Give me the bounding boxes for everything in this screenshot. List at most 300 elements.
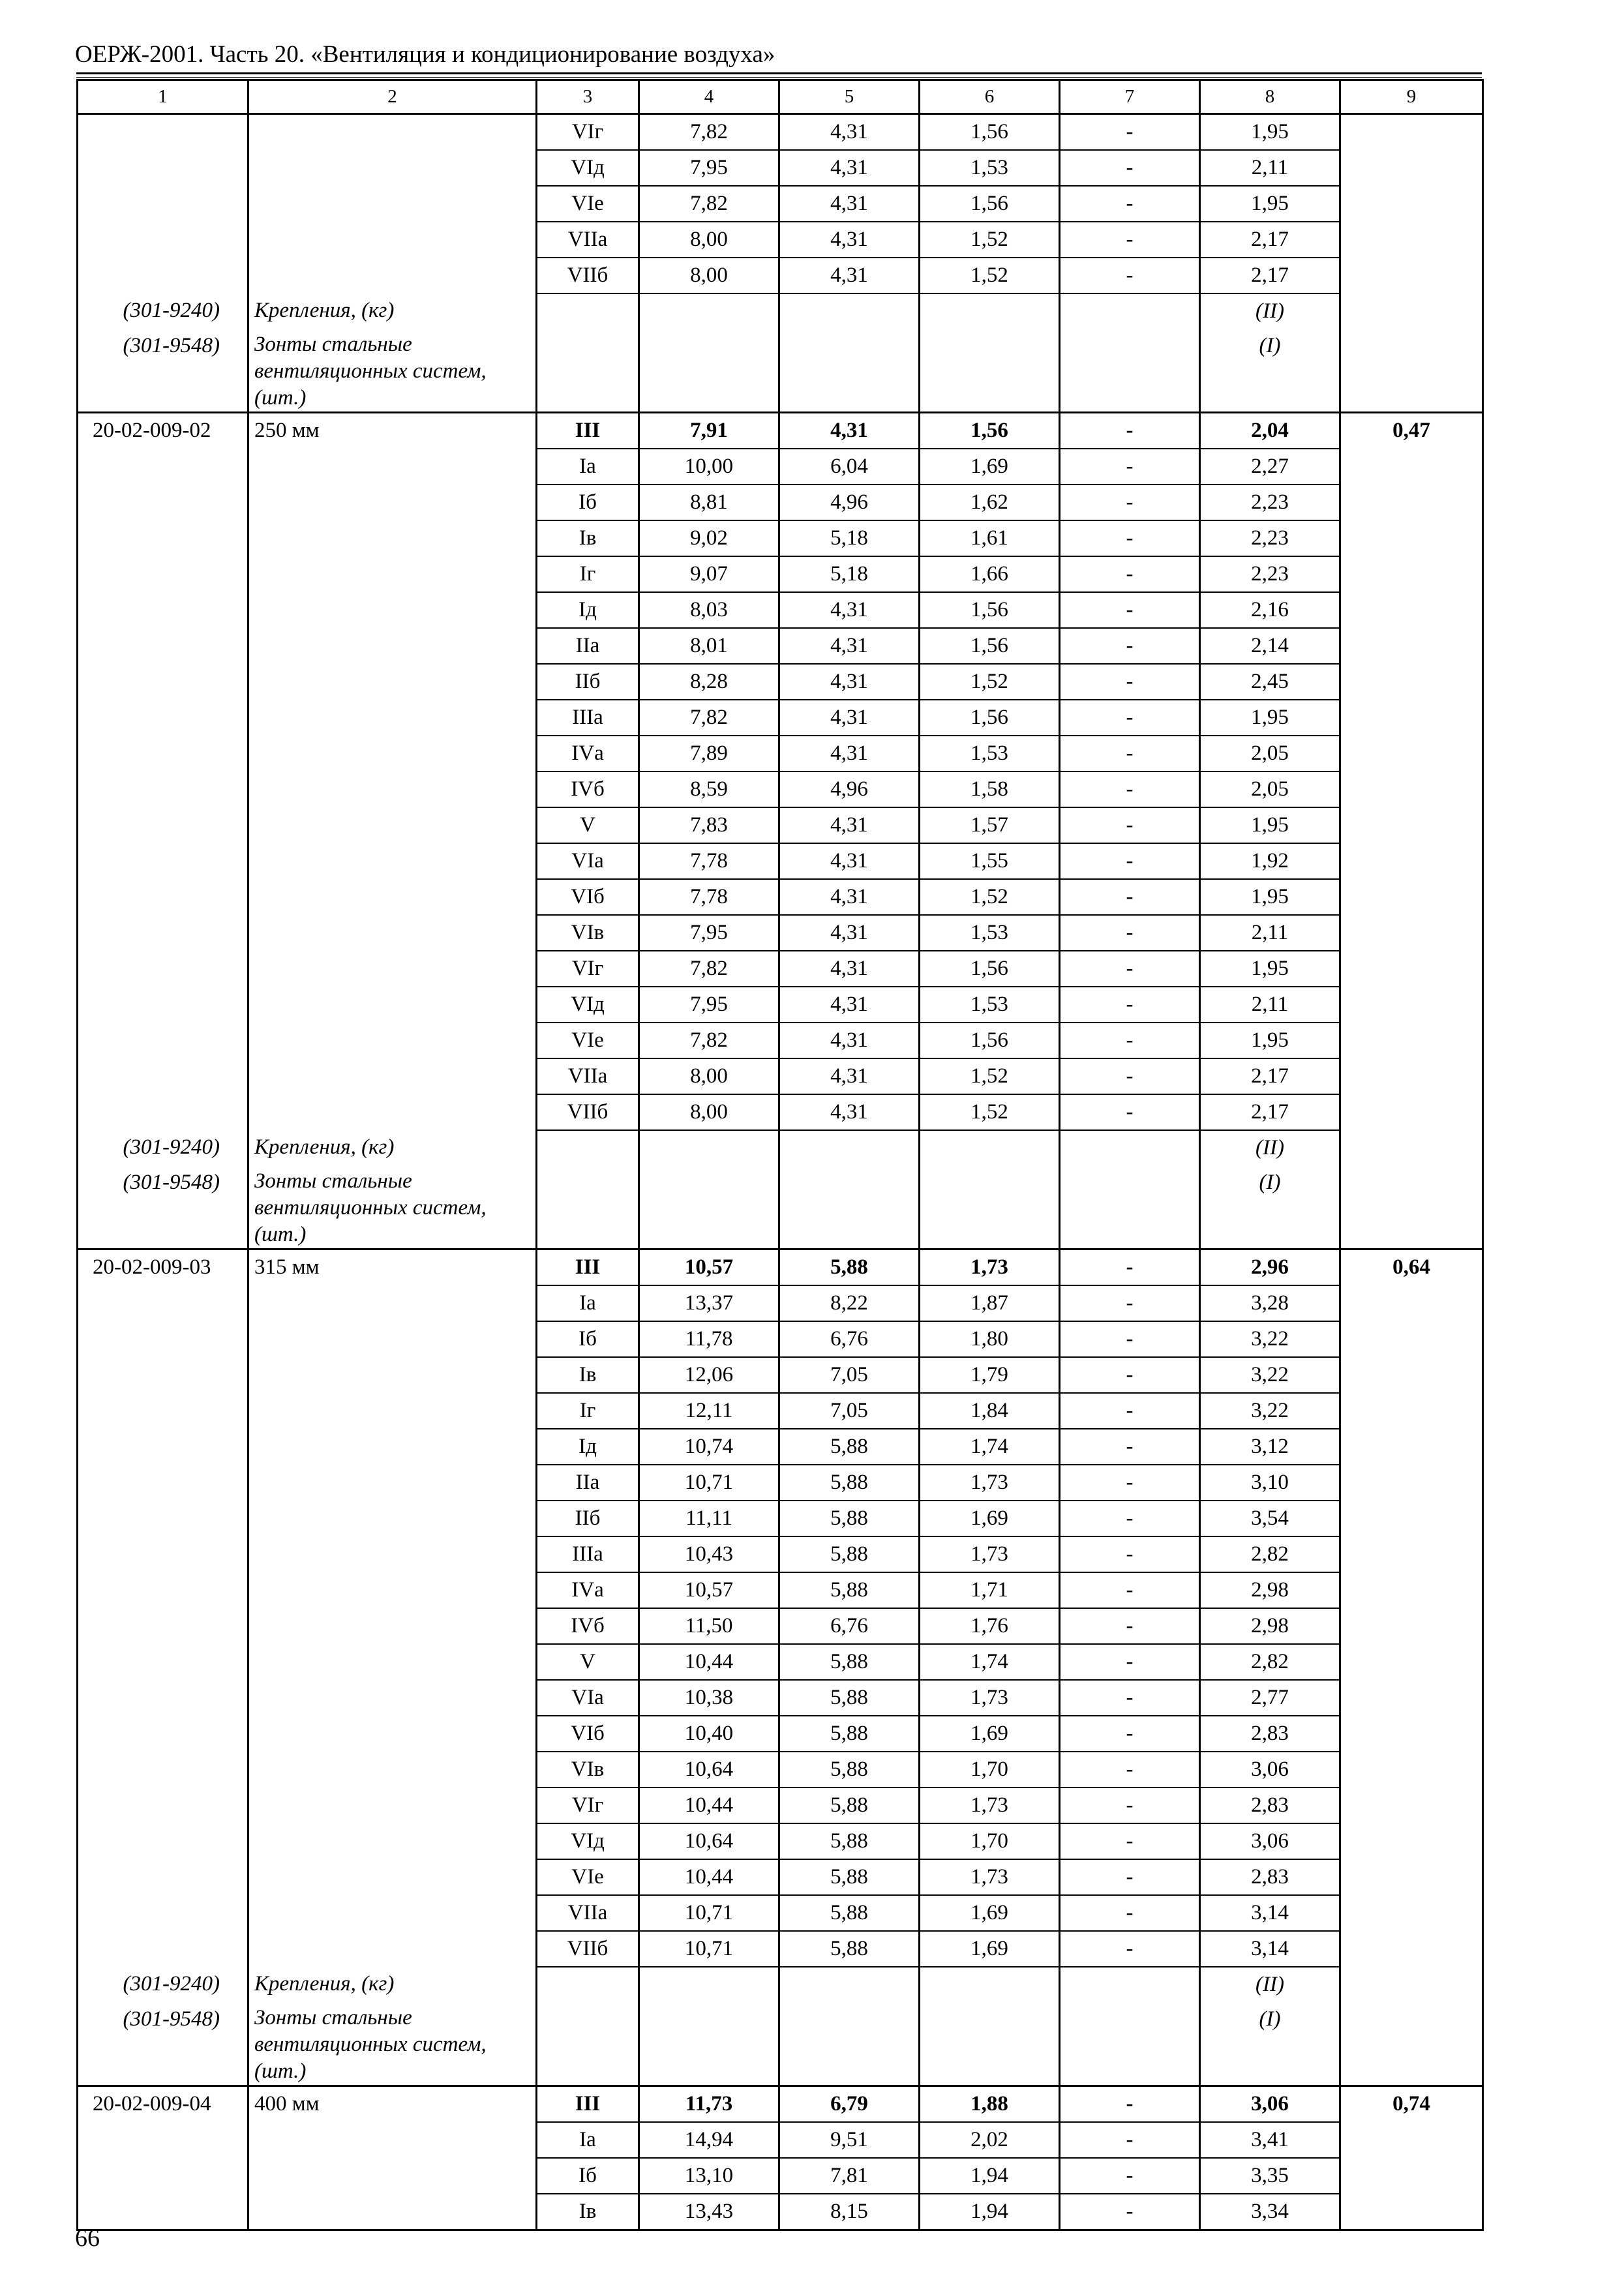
- empty-cell: [248, 843, 537, 879]
- rate-name: 315 мм: [248, 1249, 537, 1286]
- total-cost: 10,00: [639, 449, 779, 485]
- empty-cell: [78, 449, 248, 485]
- driver-wages: -: [1060, 1393, 1200, 1429]
- resource-name: Зонты стальные вентиляционных систем, (шт.): [248, 329, 537, 413]
- driver-wages: -: [1060, 1644, 1200, 1680]
- table-row: [78, 771, 1483, 807]
- total-cost: 10,44: [639, 1859, 779, 1895]
- machine-cost: 1,52: [920, 258, 1060, 293]
- region-zone: IVа: [537, 736, 639, 771]
- labor-wages: 6,04: [779, 449, 920, 485]
- table-row: [78, 1967, 1483, 2002]
- header-rule-thin: [76, 77, 1482, 78]
- driver-wages: -: [1060, 1680, 1200, 1716]
- empty-cell: [248, 1823, 537, 1859]
- column-header: 9: [1340, 80, 1483, 114]
- empty-cell: [1340, 843, 1483, 879]
- labor-wages: 6,76: [779, 1608, 920, 1644]
- materials-cost: 1,95: [1200, 700, 1340, 736]
- empty-cell: [1340, 293, 1483, 329]
- labor-wages: 4,96: [779, 485, 920, 520]
- table-row: [78, 1752, 1483, 1788]
- total-cost: 10,40: [639, 1716, 779, 1752]
- empty-cell: [920, 2002, 1060, 2086]
- resource-code: (301-9548): [78, 1165, 248, 1249]
- region-zone: VIг: [537, 114, 639, 151]
- empty-cell: [78, 222, 248, 258]
- region-zone: IVб: [537, 771, 639, 807]
- empty-cell: [1340, 987, 1483, 1023]
- table-row: [78, 1357, 1483, 1393]
- materials-cost: 2,17: [1200, 1058, 1340, 1094]
- driver-wages: -: [1060, 520, 1200, 556]
- labor-wages: 5,88: [779, 1680, 920, 1716]
- empty-cell: [78, 1429, 248, 1465]
- total-cost: 10,71: [639, 1931, 779, 1967]
- empty-cell: [1340, 1058, 1483, 1094]
- driver-wages: -: [1060, 1465, 1200, 1501]
- labor-wages: 5,88: [779, 1752, 920, 1788]
- empty-cell: [248, 150, 537, 186]
- materials-cost: 2,77: [1200, 1680, 1340, 1716]
- materials-cost: 3,22: [1200, 1321, 1340, 1357]
- materials-cost: 3,14: [1200, 1895, 1340, 1931]
- empty-cell: [639, 1967, 779, 2002]
- empty-cell: [248, 2122, 537, 2158]
- empty-cell: [537, 1967, 639, 2002]
- table-row: [78, 843, 1483, 879]
- empty-cell: [1340, 449, 1483, 485]
- materials-cost: 3,22: [1200, 1393, 1340, 1429]
- empty-cell: [537, 329, 639, 413]
- driver-wages: -: [1060, 807, 1200, 843]
- total-cost: 10,38: [639, 1680, 779, 1716]
- table-row: [78, 1321, 1483, 1357]
- total-cost: 10,57: [639, 1249, 779, 1286]
- empty-cell: [639, 293, 779, 329]
- total-cost: 7,82: [639, 700, 779, 736]
- materials-cost: 2,23: [1200, 556, 1340, 592]
- rate-code: 20-02-009-04: [78, 2086, 248, 2123]
- empty-cell: [248, 1357, 537, 1393]
- labor-wages: 4,31: [779, 258, 920, 293]
- region-zone: IVб: [537, 1608, 639, 1644]
- empty-cell: [1340, 1536, 1483, 1572]
- table-row: [78, 628, 1483, 664]
- total-cost: 13,37: [639, 1285, 779, 1321]
- empty-cell: [78, 843, 248, 879]
- empty-cell: [78, 556, 248, 592]
- empty-cell: [1340, 1788, 1483, 1823]
- labor-wages: 5,88: [779, 1572, 920, 1608]
- total-cost: 8,28: [639, 664, 779, 700]
- empty-cell: [1340, 1823, 1483, 1859]
- driver-wages: -: [1060, 1716, 1200, 1752]
- machine-cost: 1,61: [920, 520, 1060, 556]
- empty-cell: [78, 915, 248, 951]
- total-cost: 8,00: [639, 222, 779, 258]
- materials-cost: 2,83: [1200, 1716, 1340, 1752]
- driver-wages: -: [1060, 556, 1200, 592]
- column-header: 1: [78, 80, 248, 114]
- empty-cell: [1060, 2002, 1200, 2086]
- table-row: [78, 1249, 1483, 1286]
- driver-wages: -: [1060, 1788, 1200, 1823]
- region-zone: Iб: [537, 485, 639, 520]
- total-cost: 7,78: [639, 843, 779, 879]
- driver-wages: -: [1060, 987, 1200, 1023]
- materials-cost: 2,82: [1200, 1644, 1340, 1680]
- empty-cell: [248, 2194, 537, 2230]
- materials-cost: 3,06: [1200, 1752, 1340, 1788]
- materials-cost: 1,95: [1200, 114, 1340, 151]
- machine-cost: 1,62: [920, 485, 1060, 520]
- driver-wages: -: [1060, 222, 1200, 258]
- empty-cell: [78, 520, 248, 556]
- empty-cell: [248, 664, 537, 700]
- total-cost: 7,78: [639, 879, 779, 915]
- labor-wages: 4,31: [779, 915, 920, 951]
- region-zone: VIб: [537, 879, 639, 915]
- labor-wages: 6,76: [779, 1321, 920, 1357]
- empty-cell: [248, 222, 537, 258]
- materials-cost: 2,23: [1200, 520, 1340, 556]
- table-row: [78, 222, 1483, 258]
- empty-cell: [248, 1321, 537, 1357]
- empty-cell: [248, 258, 537, 293]
- empty-cell: [78, 1058, 248, 1094]
- column-header: 5: [779, 80, 920, 114]
- resource-code: (301-9548): [78, 329, 248, 413]
- empty-cell: [78, 1023, 248, 1058]
- table-row: [78, 556, 1483, 592]
- total-cost: 13,10: [639, 2158, 779, 2194]
- empty-cell: [1340, 736, 1483, 771]
- empty-cell: [1340, 1608, 1483, 1644]
- resource-name: Крепления, (кг): [248, 1967, 537, 2002]
- materials-cost: 1,95: [1200, 1023, 1340, 1058]
- empty-cell: [248, 1536, 537, 1572]
- machine-cost: 1,52: [920, 1094, 1060, 1130]
- table-row: [78, 1644, 1483, 1680]
- driver-wages: -: [1060, 1094, 1200, 1130]
- driver-wages: -: [1060, 1429, 1200, 1465]
- region-zone: IIIа: [537, 700, 639, 736]
- table-row: [78, 293, 1483, 329]
- empty-cell: [248, 1501, 537, 1536]
- empty-cell: [248, 1393, 537, 1429]
- empty-cell: [78, 1536, 248, 1572]
- total-cost: 10,43: [639, 1536, 779, 1572]
- empty-cell: [1340, 951, 1483, 987]
- labor-wages: 4,31: [779, 843, 920, 879]
- total-cost: 8,01: [639, 628, 779, 664]
- materials-cost: 2,83: [1200, 1788, 1340, 1823]
- driver-wages: -: [1060, 413, 1200, 449]
- empty-cell: [779, 1130, 920, 1165]
- labor-hours: 0,74: [1340, 2086, 1483, 2123]
- labor-wages: 4,31: [779, 114, 920, 151]
- labor-wages: 8,22: [779, 1285, 920, 1321]
- table-row: [78, 879, 1483, 915]
- empty-cell: [248, 628, 537, 664]
- empty-cell: [1060, 329, 1200, 413]
- empty-cell: [920, 1165, 1060, 1249]
- materials-cost: 1,92: [1200, 843, 1340, 879]
- empty-cell: [248, 1429, 537, 1465]
- machine-cost: 1,70: [920, 1752, 1060, 1788]
- driver-wages: -: [1060, 1859, 1200, 1895]
- empty-cell: [78, 1716, 248, 1752]
- empty-cell: [1340, 1357, 1483, 1393]
- empty-cell: [78, 1094, 248, 1130]
- materials-cost: 3,06: [1200, 1823, 1340, 1859]
- empty-cell: [639, 2002, 779, 2086]
- empty-cell: [248, 1572, 537, 1608]
- driver-wages: -: [1060, 485, 1200, 520]
- driver-wages: -: [1060, 736, 1200, 771]
- machine-cost: 1,84: [920, 1393, 1060, 1429]
- region-zone: VIд: [537, 150, 639, 186]
- empty-cell: [1060, 1967, 1200, 2002]
- empty-cell: [78, 1357, 248, 1393]
- empty-cell: [1060, 1165, 1200, 1249]
- table-row: [78, 186, 1483, 222]
- materials-cost: 2,98: [1200, 1608, 1340, 1644]
- column-header: 3: [537, 80, 639, 114]
- region-zone: VIг: [537, 1788, 639, 1823]
- empty-cell: [1340, 2002, 1483, 2086]
- table-row: [78, 987, 1483, 1023]
- driver-wages: -: [1060, 1321, 1200, 1357]
- empty-cell: [639, 329, 779, 413]
- materials-cost: 3,12: [1200, 1429, 1340, 1465]
- empty-cell: [248, 520, 537, 556]
- region-zone: Iг: [537, 556, 639, 592]
- header-rule: [76, 72, 1482, 74]
- driver-wages: -: [1060, 1823, 1200, 1859]
- empty-cell: [1340, 807, 1483, 843]
- region-zone: VIб: [537, 1716, 639, 1752]
- table-row: [78, 520, 1483, 556]
- labor-wages: 5,88: [779, 1823, 920, 1859]
- empty-cell: [78, 1859, 248, 1895]
- empty-cell: [248, 915, 537, 951]
- empty-cell: [78, 186, 248, 222]
- rate-code: 20-02-009-02: [78, 413, 248, 449]
- empty-cell: [1340, 1644, 1483, 1680]
- region-zone: Iа: [537, 2122, 639, 2158]
- table-row: [78, 807, 1483, 843]
- empty-cell: [1340, 1680, 1483, 1716]
- empty-cell: [78, 1285, 248, 1321]
- empty-cell: [1340, 1895, 1483, 1931]
- empty-cell: [1340, 1931, 1483, 1967]
- materials-cost: 3,34: [1200, 2194, 1340, 2230]
- materials-cost: 2,17: [1200, 258, 1340, 293]
- materials-cost: 2,23: [1200, 485, 1340, 520]
- empty-cell: [779, 2002, 920, 2086]
- region-zone: VIIа: [537, 1895, 639, 1931]
- total-cost: 7,91: [639, 413, 779, 449]
- empty-cell: [78, 1393, 248, 1429]
- total-cost: 10,44: [639, 1644, 779, 1680]
- total-cost: 10,74: [639, 1429, 779, 1465]
- region-zone: VIа: [537, 843, 639, 879]
- labor-wages: 5,88: [779, 1716, 920, 1752]
- total-cost: 7,89: [639, 736, 779, 771]
- labor-wages: 5,88: [779, 1644, 920, 1680]
- table-row: [78, 1094, 1483, 1130]
- empty-cell: [78, 2194, 248, 2230]
- region-zone: Iб: [537, 2158, 639, 2194]
- empty-cell: [920, 1967, 1060, 2002]
- table-row: [78, 2122, 1483, 2158]
- resource-name: Крепления, (кг): [248, 293, 537, 329]
- table-row: [78, 1788, 1483, 1823]
- labor-wages: 6,79: [779, 2086, 920, 2123]
- empty-cell: [248, 592, 537, 628]
- empty-cell: [1340, 1572, 1483, 1608]
- region-zone: IIа: [537, 1465, 639, 1501]
- empty-cell: [1340, 1859, 1483, 1895]
- empty-cell: [78, 1680, 248, 1716]
- empty-cell: [1340, 1752, 1483, 1788]
- driver-wages: -: [1060, 843, 1200, 879]
- table-row: [78, 1572, 1483, 1608]
- table-row: [78, 1501, 1483, 1536]
- region-zone: VIв: [537, 1752, 639, 1788]
- table-row: [78, 915, 1483, 951]
- driver-wages: -: [1060, 114, 1200, 151]
- total-cost: 7,82: [639, 114, 779, 151]
- total-cost: 11,78: [639, 1321, 779, 1357]
- driver-wages: -: [1060, 258, 1200, 293]
- total-cost: 7,82: [639, 186, 779, 222]
- empty-cell: [248, 879, 537, 915]
- machine-cost: 1,69: [920, 449, 1060, 485]
- materials-cost: 2,11: [1200, 915, 1340, 951]
- driver-wages: -: [1060, 1608, 1200, 1644]
- driver-wages: -: [1060, 700, 1200, 736]
- labor-hours: 0,47: [1340, 413, 1483, 449]
- empty-cell: [1340, 1967, 1483, 2002]
- empty-cell: [1340, 879, 1483, 915]
- region-zone: Iг: [537, 1393, 639, 1429]
- region-zone: V: [537, 1644, 639, 1680]
- labor-wages: 4,31: [779, 150, 920, 186]
- empty-cell: [78, 736, 248, 771]
- empty-cell: [1340, 592, 1483, 628]
- page-number: 66: [75, 2224, 100, 2252]
- labor-wages: 4,31: [779, 592, 920, 628]
- labor-wages: 5,88: [779, 1249, 920, 1286]
- driver-wages: -: [1060, 915, 1200, 951]
- table-row: [78, 736, 1483, 771]
- empty-cell: [78, 1501, 248, 1536]
- driver-wages: -: [1060, 1572, 1200, 1608]
- table-row: [78, 1608, 1483, 1644]
- empty-cell: [78, 987, 248, 1023]
- labor-wages: 5,88: [779, 1931, 920, 1967]
- empty-cell: [248, 987, 537, 1023]
- total-cost: 11,73: [639, 2086, 779, 2123]
- table-row: [78, 1859, 1483, 1895]
- machine-cost: 1,73: [920, 1249, 1060, 1286]
- machine-cost: 1,94: [920, 2194, 1060, 2230]
- empty-cell: [1340, 2194, 1483, 2230]
- labor-wages: 5,88: [779, 1788, 920, 1823]
- empty-cell: [1060, 293, 1200, 329]
- materials-cost: 2,82: [1200, 1536, 1340, 1572]
- empty-cell: [920, 1130, 1060, 1165]
- empty-cell: [78, 628, 248, 664]
- empty-cell: [248, 736, 537, 771]
- machine-cost: 1,71: [920, 1572, 1060, 1608]
- labor-wages: 8,15: [779, 2194, 920, 2230]
- labor-wages: 9,51: [779, 2122, 920, 2158]
- total-cost: 14,94: [639, 2122, 779, 2158]
- empty-cell: [248, 1859, 537, 1895]
- total-cost: 8,00: [639, 1094, 779, 1130]
- empty-cell: [78, 1608, 248, 1644]
- region-zone: Iд: [537, 1429, 639, 1465]
- driver-wages: -: [1060, 186, 1200, 222]
- driver-wages: -: [1060, 1058, 1200, 1094]
- region-zone: IIб: [537, 1501, 639, 1536]
- region-zone: VIг: [537, 951, 639, 987]
- total-cost: 8,00: [639, 258, 779, 293]
- region-zone: VIв: [537, 915, 639, 951]
- empty-cell: [78, 150, 248, 186]
- table-row: [78, 1058, 1483, 1094]
- region-zone: IIа: [537, 628, 639, 664]
- empty-cell: [248, 700, 537, 736]
- empty-cell: [1340, 2122, 1483, 2158]
- machine-cost: 1,73: [920, 1788, 1060, 1823]
- labor-wages: 5,88: [779, 1859, 920, 1895]
- note-mark: (II): [1200, 293, 1340, 329]
- empty-cell: [537, 1165, 639, 1249]
- empty-cell: [78, 1931, 248, 1967]
- labor-wages: 4,31: [779, 951, 920, 987]
- empty-cell: [537, 1130, 639, 1165]
- labor-wages: 4,31: [779, 987, 920, 1023]
- machine-cost: 1,56: [920, 592, 1060, 628]
- materials-cost: 2,96: [1200, 1249, 1340, 1286]
- rate-name: [248, 114, 537, 151]
- total-cost: 8,03: [639, 592, 779, 628]
- machine-cost: 1,80: [920, 1321, 1060, 1357]
- labor-wages: 4,31: [779, 736, 920, 771]
- driver-wages: -: [1060, 1023, 1200, 1058]
- empty-cell: [1340, 1130, 1483, 1165]
- resource-name: Крепления, (кг): [248, 1130, 537, 1165]
- page-header-title: ОЕРЖ-2001. Часть 20. «Вентиляция и кондиционирование воздуха»: [75, 41, 775, 68]
- empty-cell: [78, 807, 248, 843]
- region-zone: VIIа: [537, 222, 639, 258]
- empty-cell: [1340, 700, 1483, 736]
- labor-wages: 5,88: [779, 1536, 920, 1572]
- total-cost: 7,95: [639, 987, 779, 1023]
- labor-wages: 4,31: [779, 879, 920, 915]
- machine-cost: 1,88: [920, 2086, 1060, 2123]
- region-zone: VIIб: [537, 1094, 639, 1130]
- note-mark: (II): [1200, 1130, 1340, 1165]
- machine-cost: 1,69: [920, 1895, 1060, 1931]
- empty-cell: [1340, 1321, 1483, 1357]
- rate-name: 400 мм: [248, 2086, 537, 2123]
